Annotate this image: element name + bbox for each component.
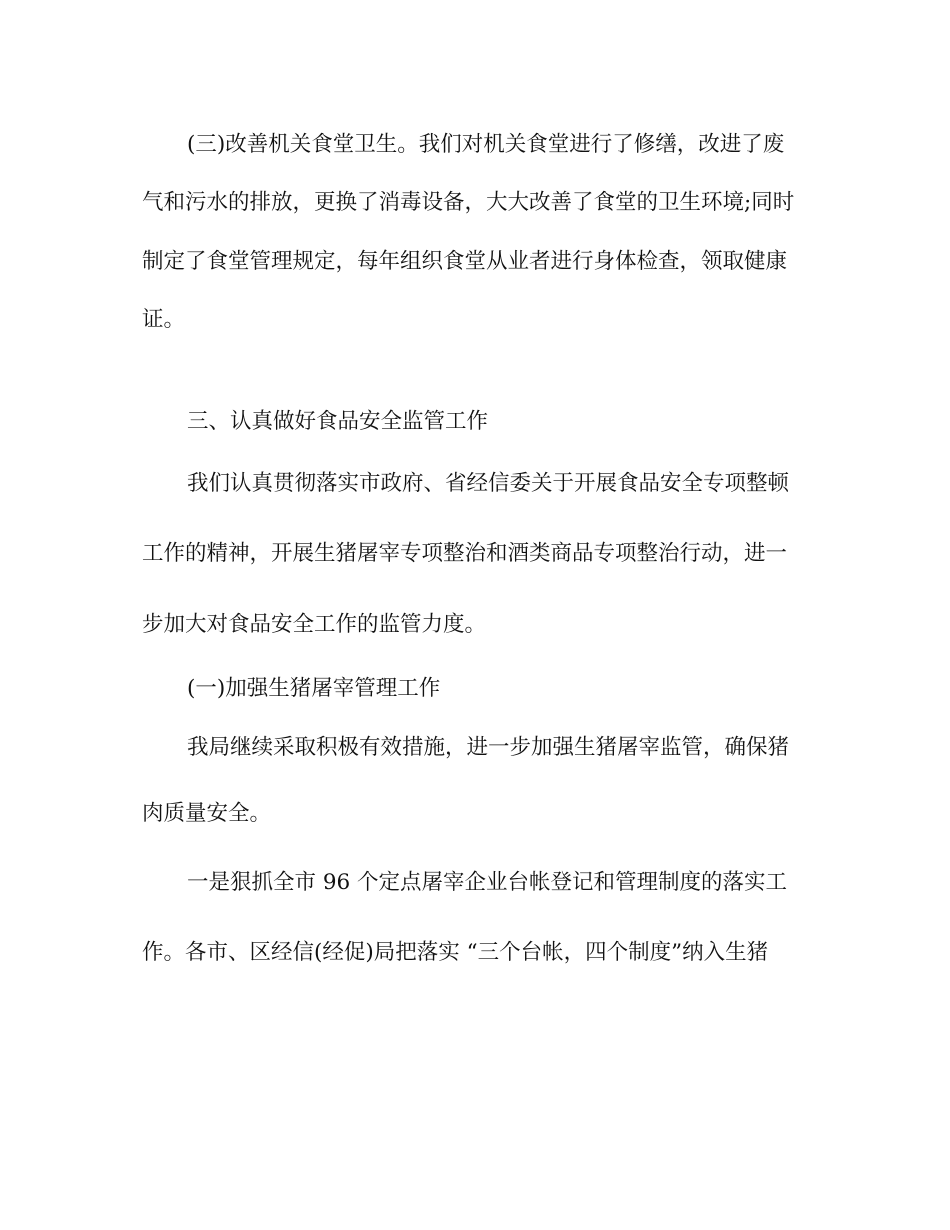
- paragraph-line: 气和污水的排放，更换了消毒设备，大大改善了食堂的卫生环境;同时: [142, 190, 795, 215]
- paragraph-line: 我们认真贯彻落实市政府、省经信委关于开展食品安全专项整顿: [187, 471, 790, 496]
- paragraph-line: 我局继续采取积极有效措施，进一步加强生猪屠宰监管，确保猪: [187, 735, 790, 760]
- paragraph-line: 证。: [142, 307, 186, 332]
- paragraph-line: 一是狠抓全市 96 个定点屠宰企业台帐登记和管理制度的落实工: [187, 870, 788, 895]
- paragraph-line: (三)改善机关食堂卫生。我们对机关食堂进行了修缮，改进了废: [187, 132, 785, 157]
- paragraph-line: 作。各市、区经信(经促)局把落实 “三个台帐，四个制度”纳入生猪: [142, 940, 769, 965]
- section-heading: 三、认真做好食品安全监管工作: [187, 409, 489, 434]
- paragraph-line: 工作的精神，开展生猪屠宰专项整治和酒类商品专项整治行动，进一: [142, 541, 788, 566]
- paragraph-line: 步加大对食品安全工作的监管力度。: [142, 612, 487, 637]
- paragraph-line: 制定了食堂管理规定，每年组织食堂从业者进行身体检查，领取健康: [142, 249, 788, 274]
- paragraph-line: 肉质量安全。: [142, 801, 272, 826]
- subsection-heading: (一)加强生猪屠宰管理工作: [187, 676, 441, 701]
